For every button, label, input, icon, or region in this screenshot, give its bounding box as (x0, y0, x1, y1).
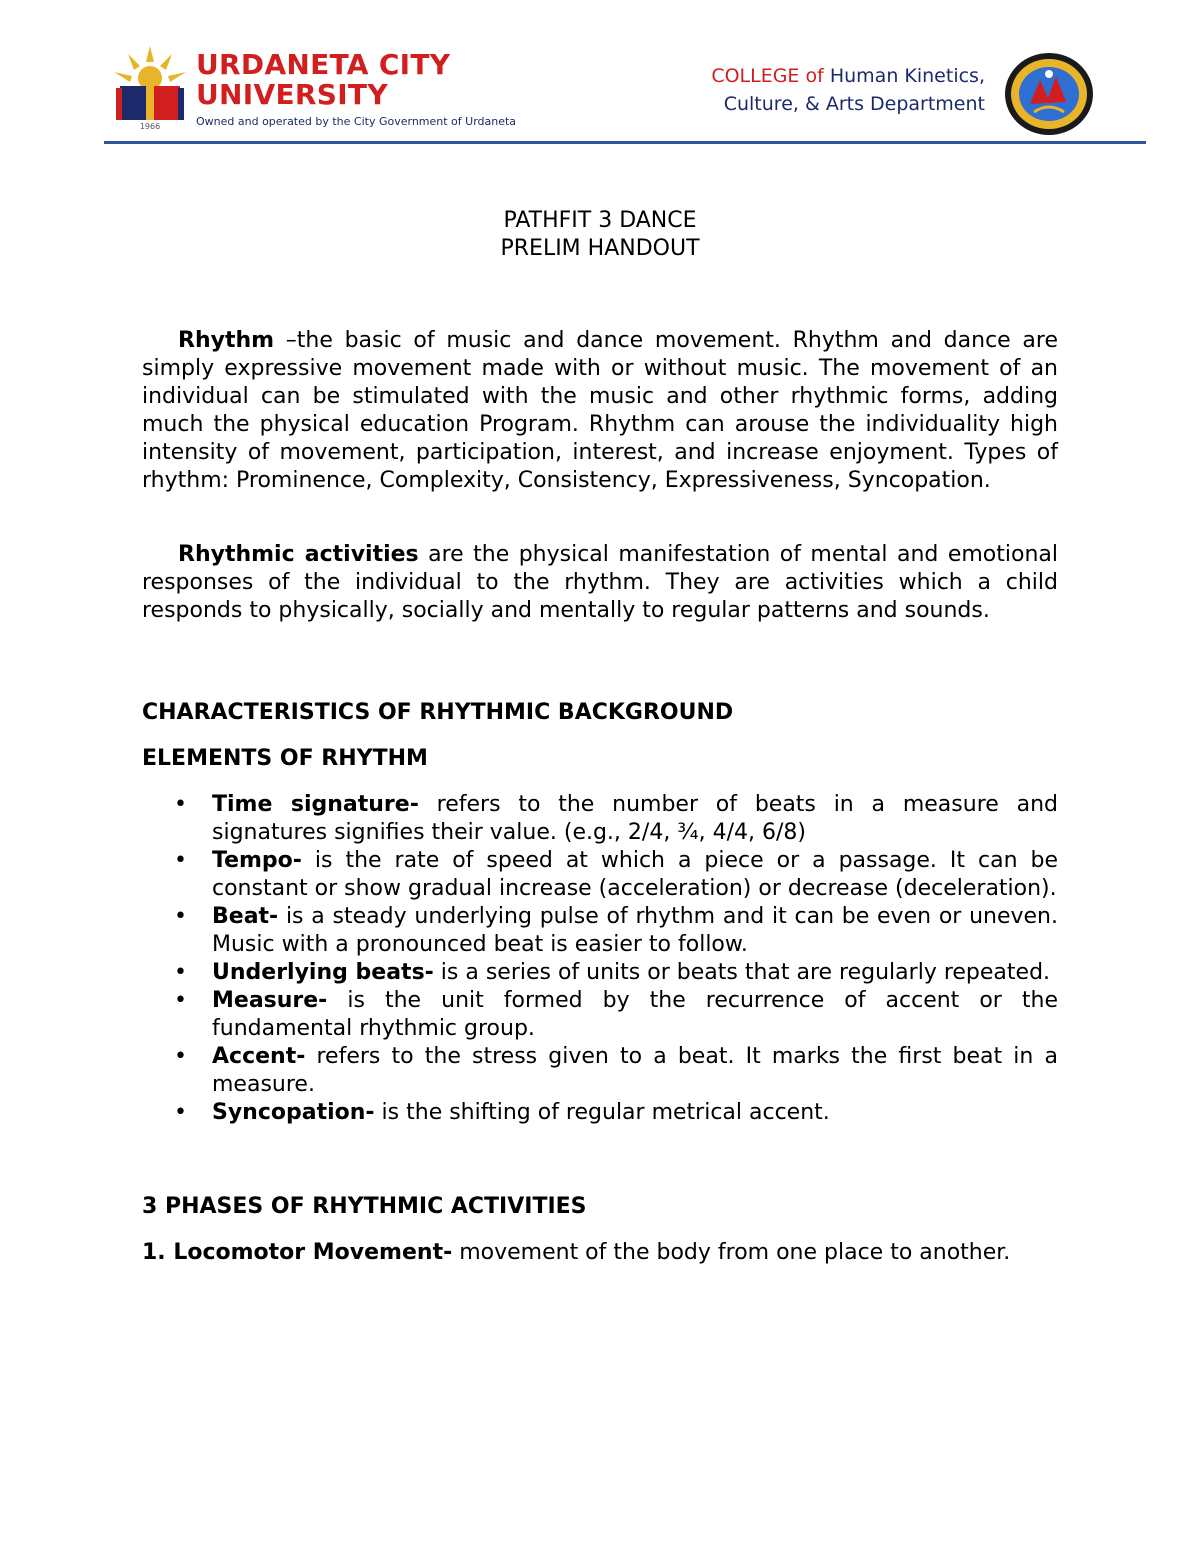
list-item (212, 1043, 1058, 1099)
list-item (212, 959, 1058, 987)
list-item (212, 847, 1058, 903)
founded-year: 1966 (139, 122, 161, 130)
element-term: Tempo- (212, 848, 302, 873)
college-name-line2: Culture, & Arts Department (723, 93, 985, 115)
page-header (0, 0, 1200, 150)
college-prefix: COLLEGE of (711, 65, 824, 87)
list-item (212, 1099, 1058, 1127)
element-text: is the unit formed by the recurrence of accent or the fundamental rhythmic group. (212, 988, 1058, 1041)
elements-list (142, 791, 1058, 1127)
document-subtitle: PRELIM HANDOUT (500, 236, 700, 261)
rhythm-term: Rhythm (178, 328, 275, 353)
rhythmic-activities-text: are the physical manifestation of mental and emotional responses of the individual to the rhythm. They are activities which a child responds to physically, socially and mentally to regular patterns and sounds. (142, 542, 1058, 623)
phase-1-text: movement of the body from one place to another. (452, 1240, 1011, 1265)
university-name (196, 50, 450, 110)
heading-phases: 3 PHASES OF RHYTHMIC ACTIVITIES (142, 1194, 587, 1219)
phase-1-paragraph (142, 1239, 1058, 1267)
element-term: Underlying beats- (212, 960, 434, 985)
element-term: Measure- (212, 988, 328, 1013)
element-text: refers to the number of beats in a measure and signatures signifies their value. (e.g., 2/4, ¾, 4/4, 6/8) (212, 792, 1058, 845)
rhythmic-activities-term: Rhythmic activities (178, 542, 419, 567)
element-term: Time signature- (212, 792, 419, 817)
header-rule (104, 141, 1146, 144)
element-term: Beat- (212, 904, 279, 929)
list-item (212, 791, 1058, 847)
rhythm-text: –the basic of music and dance movement. Rhythm and dance are simply expressive movement made with or without music. The movement of an individual can be stimulated with the music and other rhythmic forms, adding much the physical education Program. Rhythm can arouse the individuality high intensity of movement, participation, interest, and increase enjoyment. Types of rhythm: Prominence, Complexity, Consistency, Expressiveness, Syncopation. (142, 328, 1058, 493)
element-term: Syncopation- (212, 1100, 375, 1125)
element-text: refers to the stress given to a beat. It marks the first beat in a measure. (212, 1044, 1058, 1097)
list-item (212, 903, 1058, 959)
phase-1-term: 1. Locomotor Movement- (142, 1240, 453, 1265)
element-text: is a steady underlying pulse of rhythm and it can be even or uneven. Music with a pronounced beat is easier to follow. (212, 904, 1058, 957)
heading-elements: ELEMENTS OF RHYTHM (142, 746, 428, 771)
college-seal-icon (1004, 52, 1094, 136)
list-item (212, 987, 1058, 1043)
rhythm-paragraph (142, 327, 1058, 495)
element-text: is a series of units or beats that are regularly repeated. (433, 960, 1051, 985)
college-name-line1: Human Kinetics, (829, 65, 985, 87)
university-subtitle: Owned and operated by the City Government of Urdaneta (196, 115, 517, 128)
element-text: is the shifting of regular metrical accent. (374, 1100, 830, 1125)
document-title: PATHFIT 3 DANCE (503, 208, 697, 233)
handout-content (142, 207, 1058, 1267)
college-name (711, 62, 985, 118)
university-name-line1: URDANETA CITY (196, 48, 451, 81)
heading-characteristics: CHARACTERISTICS OF RHYTHMIC BACKGROUND (142, 700, 734, 725)
element-text: is the rate of speed at which a piece or a passage. It can be constant or show gradual increase (acceleration) or decrease (deceleration). (212, 848, 1058, 901)
university-logo-icon (110, 44, 190, 130)
element-term: Accent- (212, 1044, 306, 1069)
rhythmic-activities-paragraph (142, 541, 1058, 625)
university-name-line2: UNIVERSITY (196, 78, 388, 111)
